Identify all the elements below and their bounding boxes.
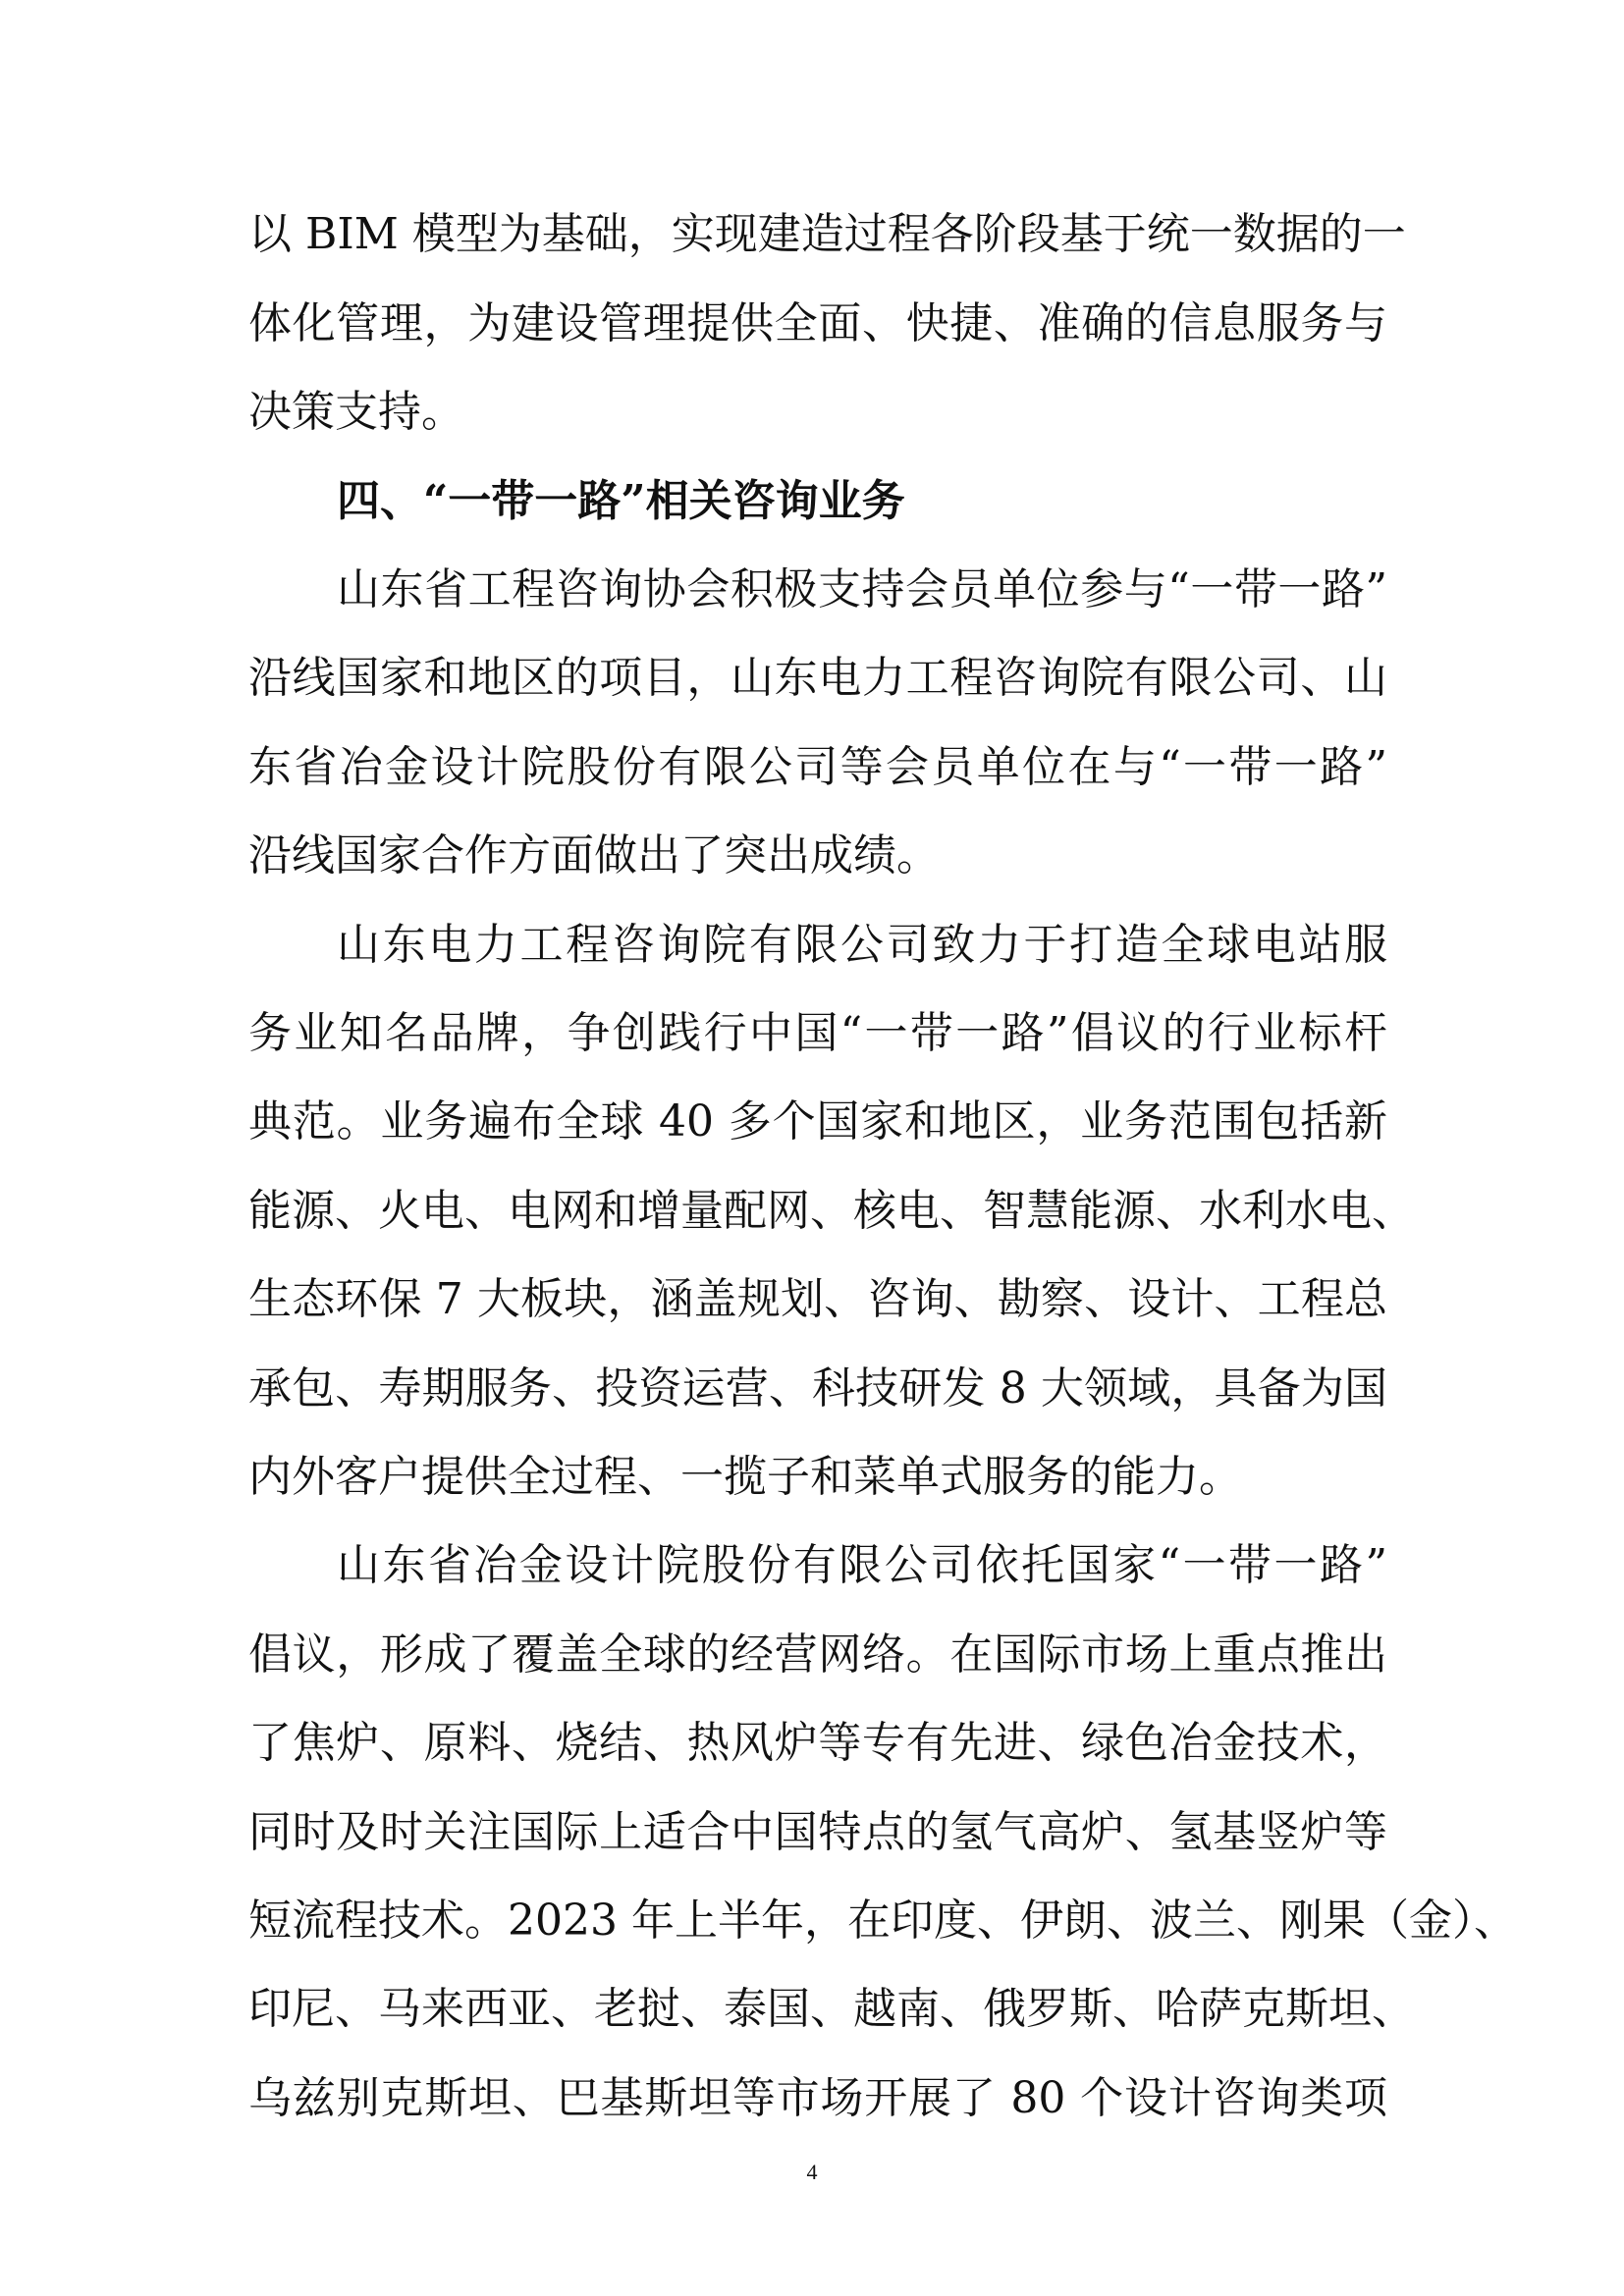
text-line: 以 BIM 模型为基础，实现建造过程各阶段基于统一数据的一 <box>248 209 1406 259</box>
text-line: 承包、寿期服务、投资运营、科技研发 8 大领域，具备为国 <box>248 1363 1387 1414</box>
text-line: 东省冶金设计院股份有限公司等会员单位在与“一带一路” <box>248 742 1387 792</box>
text-line: 沿线国家和地区的项目，山东电力工程咨询院有限公司、山 <box>248 653 1387 703</box>
text-line: 内外客户提供全过程、一揽子和菜单式服务的能力。 <box>248 1452 1242 1502</box>
text-line: 山东省冶金设计院股份有限公司依托国家“一带一路” <box>337 1540 1387 1590</box>
text-line: 山东电力工程咨询院有限公司致力于打造全球电站服 <box>337 920 1387 970</box>
text-line: 山东省工程咨询协会积极支持会员单位参与“一带一路” <box>337 564 1387 614</box>
text-line: 乌兹别克斯坦、巴基斯坦等市场开展了 80 个设计咨询类项 <box>248 2073 1387 2123</box>
text-line: 体化管理，为建设管理提供全面、快捷、准确的信息服务与 <box>248 298 1387 348</box>
text-line: 倡议，形成了覆盖全球的经营网络。在国际市场上重点推出 <box>248 1629 1387 1680</box>
text-line: 务业知名品牌，争创践行中国“一带一路”倡议的行业标杆 <box>248 1008 1387 1058</box>
text-line: 典范。业务遍布全球 40 多个国家和地区，业务范围包括新 <box>248 1096 1387 1147</box>
text-line: 短流程技术。2023 年上半年，在印度、伊朗、波兰、刚果（金）、 <box>248 1896 1517 1946</box>
text-line: 沿线国家合作方面做出了突出成绩。 <box>248 830 940 881</box>
text-line: 了焦炉、原料、烧结、热风炉等专有先进、绿色冶金技术， <box>248 1718 1387 1768</box>
text-line: 印尼、马来西亚、老挝、泰国、越南、俄罗斯、哈萨克斯坦、 <box>248 1984 1415 2034</box>
text-line: 能源、火电、电网和增量配网、核电、智慧能源、水利水电、 <box>248 1186 1415 1236</box>
text-line: 决策支持。 <box>248 387 464 437</box>
page-number: 4 <box>806 2160 818 2184</box>
text-line: 生态环保 7 大板块，涵盖规划、咨询、勘察、设计、工程总 <box>248 1274 1387 1324</box>
text-line: 同时及时关注国际上适合中国特点的氢气高炉、氢基竖炉等 <box>248 1807 1387 1857</box>
section-heading: 四、“一带一路”相关咨询业务 <box>337 476 905 526</box>
